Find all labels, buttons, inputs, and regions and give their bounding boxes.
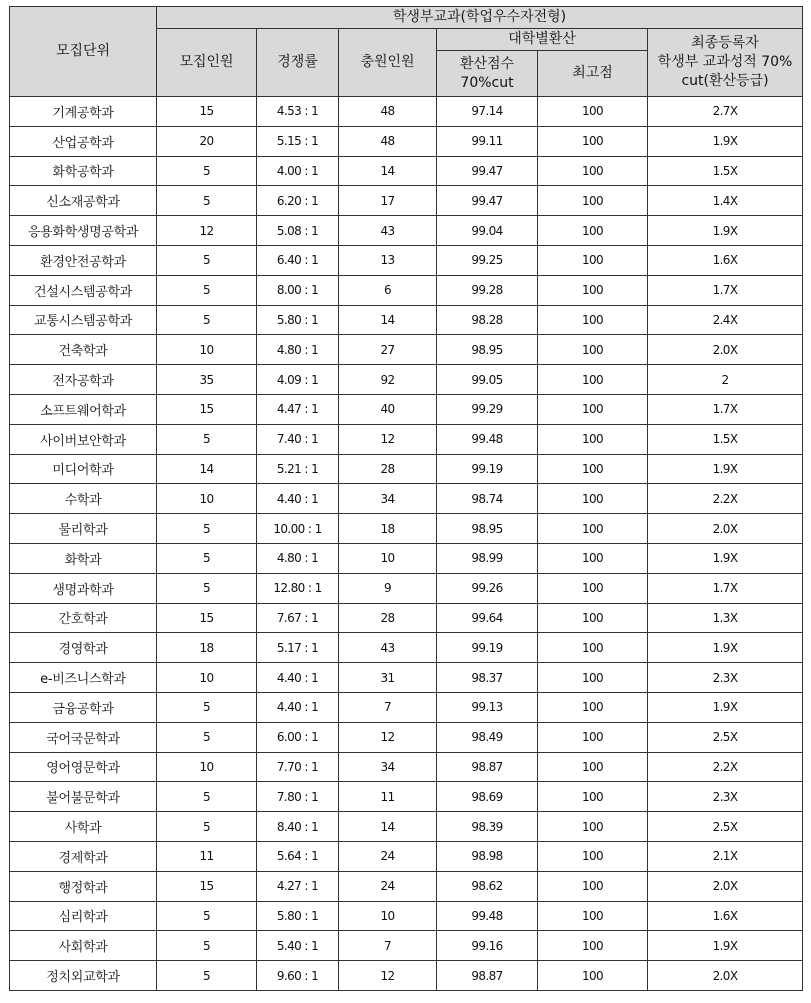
final-grade-cell: 2.0X <box>648 335 803 365</box>
final-grade-cell: 1.4X <box>648 186 803 216</box>
max-score-cell: 100 <box>538 782 648 812</box>
table-header <box>10 7 803 97</box>
table-row <box>10 156 803 186</box>
header-final-line3: cut(환산등급) <box>681 73 769 89</box>
recruit-count-cell: 5 <box>157 245 257 275</box>
final-grade-cell: 2.2X <box>648 752 803 782</box>
extra-admit-cell: 28 <box>339 603 437 633</box>
competition-rate-cell: 6.00 : 1 <box>257 722 339 752</box>
dept-name-cell: 사이버보안학과 <box>10 424 157 454</box>
final-grade-cell: 1.9X <box>648 692 803 722</box>
table-row <box>10 573 803 603</box>
table-row <box>10 335 803 365</box>
final-grade-cell: 2.5X <box>648 722 803 752</box>
conversion-score-cell: 98.74 <box>437 484 538 514</box>
conversion-score-cell: 98.87 <box>437 752 538 782</box>
table-row <box>10 514 803 544</box>
conversion-score-cell: 98.95 <box>437 514 538 544</box>
max-score-cell: 100 <box>538 901 648 931</box>
recruit-count-cell: 10 <box>157 752 257 782</box>
dept-name-cell: e-비즈니스학과 <box>10 663 157 693</box>
header-conversion-score <box>437 51 538 97</box>
max-score-cell: 100 <box>538 961 648 991</box>
recruit-count-cell: 5 <box>157 514 257 544</box>
max-score-cell: 100 <box>538 335 648 365</box>
table-row <box>10 365 803 395</box>
dept-name-cell: 경제학과 <box>10 841 157 871</box>
recruit-count-cell: 5 <box>157 812 257 842</box>
competition-rate-cell: 4.80 : 1 <box>257 543 339 573</box>
max-score-cell: 100 <box>538 126 648 156</box>
competition-rate-cell: 4.27 : 1 <box>257 871 339 901</box>
dept-name-cell: 신소재공학과 <box>10 186 157 216</box>
recruit-count-cell: 5 <box>157 275 257 305</box>
table-row <box>10 275 803 305</box>
final-grade-cell: 2 <box>648 365 803 395</box>
max-score-cell: 100 <box>538 663 648 693</box>
final-grade-cell: 1.5X <box>648 424 803 454</box>
dept-name-cell: 교통시스템공학과 <box>10 305 157 335</box>
dept-name-cell: 영어영문학과 <box>10 752 157 782</box>
competition-rate-cell: 4.00 : 1 <box>257 156 339 186</box>
max-score-cell: 100 <box>538 156 648 186</box>
table-row <box>10 484 803 514</box>
final-grade-cell: 1.5X <box>648 156 803 186</box>
admission-results-table <box>9 6 803 991</box>
competition-rate-cell: 4.40 : 1 <box>257 663 339 693</box>
header-max-score: 최고점 <box>538 51 648 97</box>
conversion-score-cell: 98.39 <box>437 812 538 842</box>
recruit-count-cell: 15 <box>157 871 257 901</box>
table-row <box>10 216 803 246</box>
table-row <box>10 543 803 573</box>
dept-name-cell: 행정학과 <box>10 871 157 901</box>
final-grade-cell: 1.9X <box>648 633 803 663</box>
max-score-cell: 100 <box>538 394 648 424</box>
final-grade-cell: 2.3X <box>648 663 803 693</box>
final-grade-cell: 2.5X <box>648 812 803 842</box>
dept-name-cell: 불어불문학과 <box>10 782 157 812</box>
final-grade-cell: 2.0X <box>648 514 803 544</box>
dept-name-cell: 화학과 <box>10 543 157 573</box>
competition-rate-cell: 4.80 : 1 <box>257 335 339 365</box>
final-grade-cell: 1.9X <box>648 126 803 156</box>
dept-name-cell: 생명과학과 <box>10 573 157 603</box>
dept-name-cell: 응용화학생명공학과 <box>10 216 157 246</box>
recruit-count-cell: 15 <box>157 394 257 424</box>
max-score-cell: 100 <box>538 514 648 544</box>
final-grade-cell: 1.6X <box>648 245 803 275</box>
conversion-score-cell: 98.62 <box>437 871 538 901</box>
competition-rate-cell: 5.80 : 1 <box>257 901 339 931</box>
dept-name-cell: 소프트웨어학과 <box>10 394 157 424</box>
conversion-score-cell: 98.28 <box>437 305 538 335</box>
extra-admit-cell: 48 <box>339 97 437 127</box>
competition-rate-cell: 8.40 : 1 <box>257 812 339 842</box>
table-row <box>10 871 803 901</box>
max-score-cell: 100 <box>538 633 648 663</box>
table-body <box>10 97 803 991</box>
max-score-cell: 100 <box>538 305 648 335</box>
competition-rate-cell: 7.67 : 1 <box>257 603 339 633</box>
competition-rate-cell: 8.00 : 1 <box>257 275 339 305</box>
final-grade-cell: 1.9X <box>648 931 803 961</box>
final-grade-cell: 1.3X <box>648 603 803 633</box>
competition-rate-cell: 5.21 : 1 <box>257 454 339 484</box>
max-score-cell: 100 <box>538 692 648 722</box>
table-row <box>10 782 803 812</box>
recruit-count-cell: 12 <box>157 216 257 246</box>
extra-admit-cell: 43 <box>339 216 437 246</box>
header-recruit: 모집인원 <box>157 29 257 97</box>
extra-admit-cell: 12 <box>339 961 437 991</box>
extra-admit-cell: 12 <box>339 722 437 752</box>
competition-rate-cell: 5.15 : 1 <box>257 126 339 156</box>
conversion-score-cell: 99.19 <box>437 454 538 484</box>
dept-name-cell: 건설시스템공학과 <box>10 275 157 305</box>
recruit-count-cell: 15 <box>157 97 257 127</box>
recruit-count-cell: 5 <box>157 305 257 335</box>
max-score-cell: 100 <box>538 424 648 454</box>
max-score-cell: 100 <box>538 275 648 305</box>
extra-admit-cell: 14 <box>339 812 437 842</box>
conversion-score-cell: 98.95 <box>437 335 538 365</box>
recruit-count-cell: 5 <box>157 722 257 752</box>
max-score-cell: 100 <box>538 186 648 216</box>
max-score-cell: 100 <box>538 484 648 514</box>
table-row <box>10 841 803 871</box>
final-grade-cell: 2.0X <box>648 871 803 901</box>
competition-rate-cell: 5.80 : 1 <box>257 305 339 335</box>
extra-admit-cell: 24 <box>339 871 437 901</box>
table-row <box>10 305 803 335</box>
final-grade-cell: 2.0X <box>648 961 803 991</box>
recruit-count-cell: 5 <box>157 573 257 603</box>
max-score-cell: 100 <box>538 454 648 484</box>
competition-rate-cell: 9.60 : 1 <box>257 961 339 991</box>
recruit-count-cell: 35 <box>157 365 257 395</box>
conversion-score-cell: 98.69 <box>437 782 538 812</box>
conversion-score-cell: 99.48 <box>437 901 538 931</box>
competition-rate-cell: 4.40 : 1 <box>257 484 339 514</box>
conversion-score-cell: 99.04 <box>437 216 538 246</box>
recruit-count-cell: 15 <box>157 603 257 633</box>
max-score-cell: 100 <box>538 752 648 782</box>
conversion-score-cell: 98.87 <box>437 961 538 991</box>
extra-admit-cell: 13 <box>339 245 437 275</box>
conversion-score-cell: 99.05 <box>437 365 538 395</box>
header-final-line2: 학생부 교과성적 70% <box>657 54 793 70</box>
dept-name-cell: 경영학과 <box>10 633 157 663</box>
recruit-count-cell: 5 <box>157 156 257 186</box>
competition-rate-cell: 5.64 : 1 <box>257 841 339 871</box>
max-score-cell: 100 <box>538 245 648 275</box>
competition-rate-cell: 10.00 : 1 <box>257 514 339 544</box>
header-final-registrant <box>648 29 803 97</box>
extra-admit-cell: 43 <box>339 633 437 663</box>
final-grade-cell: 2.7X <box>648 97 803 127</box>
conversion-score-cell: 97.14 <box>437 97 538 127</box>
competition-rate-cell: 4.47 : 1 <box>257 394 339 424</box>
extra-admit-cell: 14 <box>339 305 437 335</box>
final-grade-cell: 2.3X <box>648 782 803 812</box>
extra-admit-cell: 17 <box>339 186 437 216</box>
competition-rate-cell: 7.80 : 1 <box>257 782 339 812</box>
max-score-cell: 100 <box>538 543 648 573</box>
table-row <box>10 901 803 931</box>
dept-name-cell: 산업공학과 <box>10 126 157 156</box>
extra-admit-cell: 12 <box>339 424 437 454</box>
recruit-count-cell: 10 <box>157 663 257 693</box>
extra-admit-cell: 7 <box>339 692 437 722</box>
recruit-count-cell: 20 <box>157 126 257 156</box>
conversion-score-cell: 98.99 <box>437 543 538 573</box>
table-row <box>10 424 803 454</box>
table-row <box>10 812 803 842</box>
extra-admit-cell: 92 <box>339 365 437 395</box>
recruit-count-cell: 11 <box>157 841 257 871</box>
table-row <box>10 752 803 782</box>
max-score-cell: 100 <box>538 365 648 395</box>
extra-admit-cell: 14 <box>339 156 437 186</box>
final-grade-cell: 1.7X <box>648 573 803 603</box>
table-row <box>10 245 803 275</box>
table-row <box>10 961 803 991</box>
header-competition: 경쟁률 <box>257 29 339 97</box>
dept-name-cell: 환경안전공학과 <box>10 245 157 275</box>
competition-rate-cell: 4.53 : 1 <box>257 97 339 127</box>
final-grade-cell: 1.6X <box>648 901 803 931</box>
extra-admit-cell: 31 <box>339 663 437 693</box>
competition-rate-cell: 7.70 : 1 <box>257 752 339 782</box>
table-row <box>10 663 803 693</box>
dept-name-cell: 건축학과 <box>10 335 157 365</box>
recruit-count-cell: 5 <box>157 931 257 961</box>
max-score-cell: 100 <box>538 841 648 871</box>
extra-admit-cell: 40 <box>339 394 437 424</box>
dept-name-cell: 간호학과 <box>10 603 157 633</box>
max-score-cell: 100 <box>538 871 648 901</box>
conversion-score-cell: 99.47 <box>437 156 538 186</box>
extra-admit-cell: 7 <box>339 931 437 961</box>
conversion-score-cell: 98.37 <box>437 663 538 693</box>
table-row <box>10 394 803 424</box>
final-grade-cell: 2.2X <box>648 484 803 514</box>
conversion-score-cell: 98.98 <box>437 841 538 871</box>
recruit-count-cell: 10 <box>157 335 257 365</box>
competition-rate-cell: 6.40 : 1 <box>257 245 339 275</box>
final-grade-cell: 1.9X <box>648 454 803 484</box>
recruit-count-cell: 14 <box>157 454 257 484</box>
competition-rate-cell: 7.40 : 1 <box>257 424 339 454</box>
competition-rate-cell: 5.08 : 1 <box>257 216 339 246</box>
header-final-line1: 최종등록자 <box>691 35 759 51</box>
header-unit: 모집단위 <box>10 7 157 97</box>
extra-admit-cell: 6 <box>339 275 437 305</box>
conversion-score-cell: 98.49 <box>437 722 538 752</box>
extra-admit-cell: 24 <box>339 841 437 871</box>
recruit-count-cell: 18 <box>157 633 257 663</box>
table-row <box>10 692 803 722</box>
dept-name-cell: 미디어학과 <box>10 454 157 484</box>
conversion-score-cell: 99.26 <box>437 573 538 603</box>
dept-name-cell: 사학과 <box>10 812 157 842</box>
header-conv-score-line1: 환산점수 <box>459 55 515 72</box>
header-group: 학생부교과(학업우수자전형) <box>157 7 803 29</box>
final-grade-cell: 1.9X <box>648 216 803 246</box>
header-conv-score-line2: 70%cut <box>460 74 514 91</box>
max-score-cell: 100 <box>538 603 648 633</box>
extra-admit-cell: 9 <box>339 573 437 603</box>
dept-name-cell: 국어국문학과 <box>10 722 157 752</box>
conversion-score-cell: 99.28 <box>437 275 538 305</box>
table-row <box>10 931 803 961</box>
competition-rate-cell: 4.40 : 1 <box>257 692 339 722</box>
table-row <box>10 603 803 633</box>
competition-rate-cell: 5.40 : 1 <box>257 931 339 961</box>
dept-name-cell: 기계공학과 <box>10 97 157 127</box>
dept-name-cell: 사회학과 <box>10 931 157 961</box>
final-grade-cell: 1.9X <box>648 543 803 573</box>
recruit-count-cell: 10 <box>157 484 257 514</box>
table-row <box>10 97 803 127</box>
table-row <box>10 126 803 156</box>
dept-name-cell: 물리학과 <box>10 514 157 544</box>
final-grade-cell: 2.1X <box>648 841 803 871</box>
recruit-count-cell: 5 <box>157 901 257 931</box>
header-conversion-group: 대학별환산 <box>437 29 648 51</box>
conversion-score-cell: 99.19 <box>437 633 538 663</box>
conversion-score-cell: 99.16 <box>437 931 538 961</box>
conversion-score-cell: 99.48 <box>437 424 538 454</box>
dept-name-cell: 금융공학과 <box>10 692 157 722</box>
conversion-score-cell: 99.25 <box>437 245 538 275</box>
max-score-cell: 100 <box>538 97 648 127</box>
recruit-count-cell: 5 <box>157 424 257 454</box>
table-row <box>10 633 803 663</box>
recruit-count-cell: 5 <box>157 543 257 573</box>
extra-admit-cell: 10 <box>339 901 437 931</box>
extra-admit-cell: 18 <box>339 514 437 544</box>
dept-name-cell: 심리학과 <box>10 901 157 931</box>
competition-rate-cell: 4.09 : 1 <box>257 365 339 395</box>
extra-admit-cell: 27 <box>339 335 437 365</box>
conversion-score-cell: 99.11 <box>437 126 538 156</box>
recruit-count-cell: 5 <box>157 782 257 812</box>
max-score-cell: 100 <box>538 216 648 246</box>
final-grade-cell: 1.7X <box>648 275 803 305</box>
conversion-score-cell: 99.47 <box>437 186 538 216</box>
conversion-score-cell: 99.13 <box>437 692 538 722</box>
dept-name-cell: 정치외교학과 <box>10 961 157 991</box>
final-grade-cell: 2.4X <box>648 305 803 335</box>
dept-name-cell: 전자공학과 <box>10 365 157 395</box>
table-row <box>10 186 803 216</box>
dept-name-cell: 수학과 <box>10 484 157 514</box>
competition-rate-cell: 5.17 : 1 <box>257 633 339 663</box>
header-extra: 충원인원 <box>339 29 437 97</box>
extra-admit-cell: 34 <box>339 752 437 782</box>
max-score-cell: 100 <box>538 931 648 961</box>
competition-rate-cell: 12.80 : 1 <box>257 573 339 603</box>
dept-name-cell: 화학공학과 <box>10 156 157 186</box>
max-score-cell: 100 <box>538 722 648 752</box>
max-score-cell: 100 <box>538 573 648 603</box>
conversion-score-cell: 99.64 <box>437 603 538 633</box>
extra-admit-cell: 28 <box>339 454 437 484</box>
max-score-cell: 100 <box>538 812 648 842</box>
recruit-count-cell: 5 <box>157 961 257 991</box>
conversion-score-cell: 99.29 <box>437 394 538 424</box>
table-row <box>10 454 803 484</box>
extra-admit-cell: 34 <box>339 484 437 514</box>
table-row <box>10 722 803 752</box>
competition-rate-cell: 6.20 : 1 <box>257 186 339 216</box>
final-grade-cell: 1.7X <box>648 394 803 424</box>
recruit-count-cell: 5 <box>157 186 257 216</box>
extra-admit-cell: 11 <box>339 782 437 812</box>
extra-admit-cell: 48 <box>339 126 437 156</box>
extra-admit-cell: 10 <box>339 543 437 573</box>
recruit-count-cell: 5 <box>157 692 257 722</box>
